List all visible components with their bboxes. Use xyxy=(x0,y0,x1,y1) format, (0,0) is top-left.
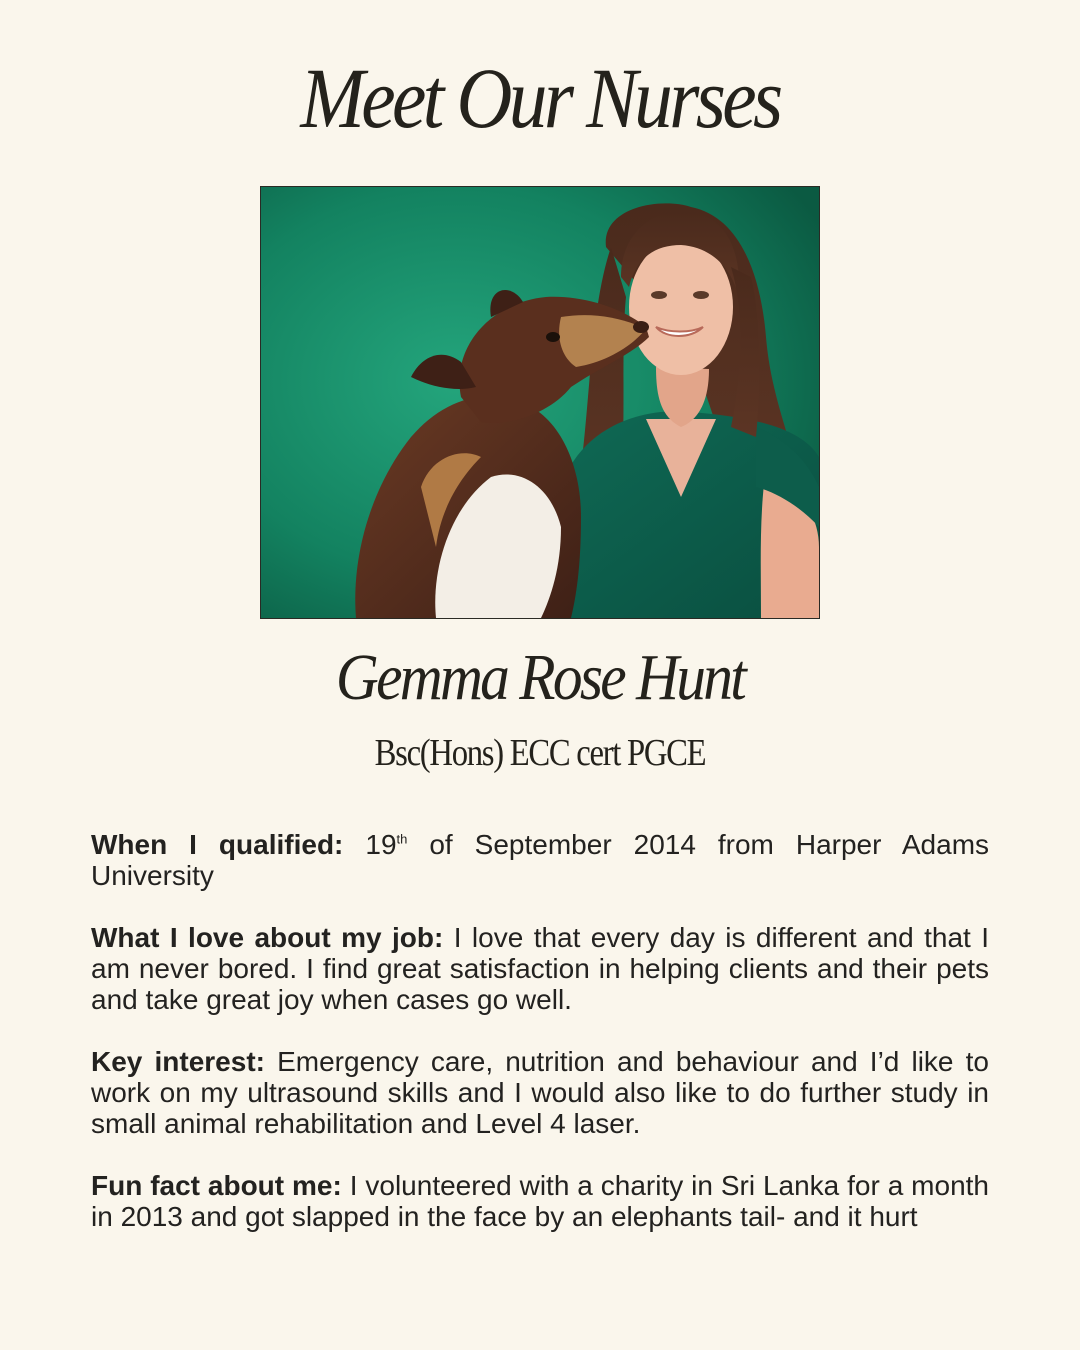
bio-fun-label: Fun fact about me: xyxy=(91,1170,342,1201)
bio-interest-text: Emergency care, nutrition and behaviour and I’d like to work on my ultrasound skills and I would also like to do further study in small animal rehabilitation and Level 4 laser. xyxy=(91,1046,989,1139)
bio-qualified-suffix: th xyxy=(396,831,408,847)
bio-qualified-label: When I qualified: xyxy=(91,829,344,860)
bio-fun-text: I volunteered with a charity in Sri Lanka for a month in 2013 and got slapped in the face by an elephants tail- and it hurt xyxy=(91,1170,989,1232)
nurse-photo xyxy=(260,186,820,619)
bio-fun xyxy=(91,1170,989,1232)
bio-love xyxy=(91,922,989,1015)
bio-interest-label: Key interest: xyxy=(91,1046,265,1077)
bio-qualified xyxy=(91,829,989,891)
bio-interest xyxy=(91,1046,989,1139)
nurse-name: Gemma Rose Hunt xyxy=(335,641,745,714)
bio-qualified-text: of September 2014 from Harper Adams University xyxy=(91,829,990,891)
bio-love-label: What I love about my job: xyxy=(91,922,444,953)
nurse-qualifications: Bsc(Hons) ECC cert PGCE xyxy=(374,732,706,774)
page-title: Meet Our Nurses xyxy=(300,50,780,146)
bio-qualified-day: 19 xyxy=(365,829,397,860)
bio-love-text: I love that every day is different and that I am never bored. I find great satisfaction in helping clients and their pets and take great joy when cases go well. xyxy=(91,922,989,1015)
nurse-bio xyxy=(91,829,989,1263)
